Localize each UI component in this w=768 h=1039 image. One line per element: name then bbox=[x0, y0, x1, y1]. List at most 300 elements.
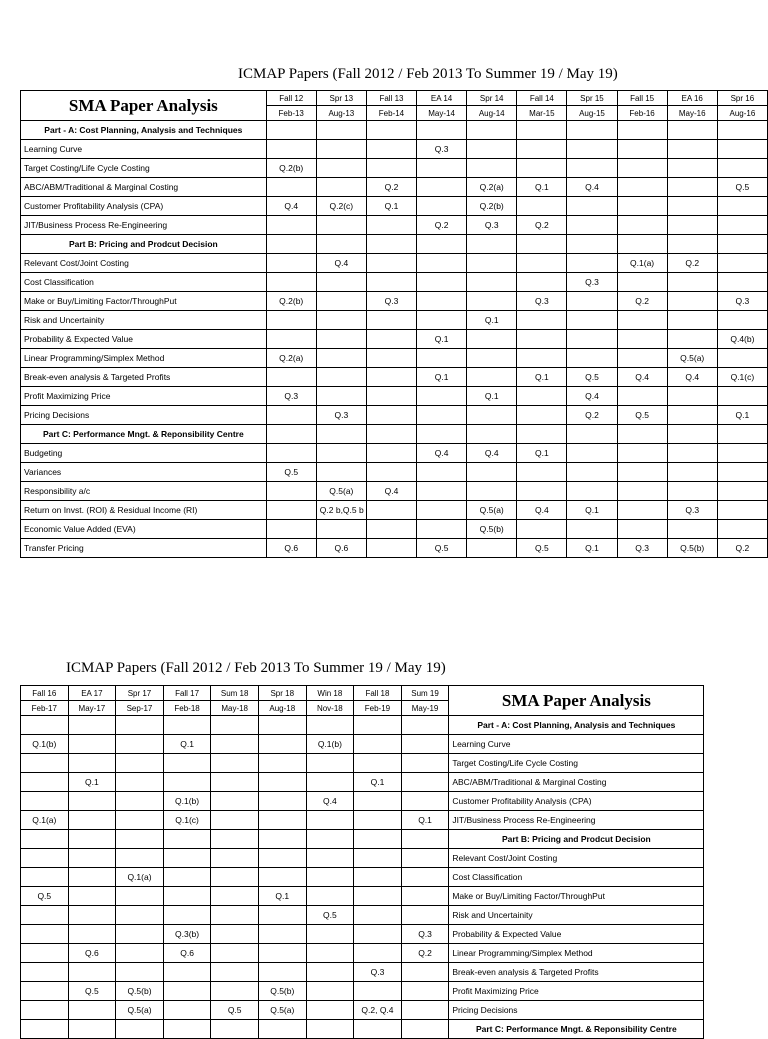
question-cell bbox=[401, 906, 449, 925]
question-cell bbox=[617, 121, 667, 140]
question-cell bbox=[68, 1001, 116, 1020]
question-cell: Q.3 bbox=[517, 292, 567, 311]
question-cell bbox=[517, 121, 567, 140]
topic-label: Make or Buy/Limiting Factor/ThroughPut bbox=[449, 887, 704, 906]
question-cell: Q.4 bbox=[316, 254, 366, 273]
question-cell bbox=[517, 482, 567, 501]
question-cell bbox=[68, 716, 116, 735]
question-cell bbox=[316, 292, 366, 311]
topic-label: Probability & Expected Value bbox=[21, 330, 267, 349]
question-cell: Q.1(b) bbox=[306, 735, 354, 754]
question-cell bbox=[717, 197, 767, 216]
question-cell bbox=[617, 330, 667, 349]
question-cell: Q.5(a) bbox=[316, 482, 366, 501]
question-cell bbox=[417, 273, 467, 292]
question-cell bbox=[116, 754, 164, 773]
question-cell bbox=[467, 292, 517, 311]
question-cell bbox=[467, 463, 517, 482]
question-cell: Q.1 bbox=[68, 773, 116, 792]
question-cell bbox=[401, 792, 449, 811]
question-cell bbox=[517, 254, 567, 273]
question-cell bbox=[258, 906, 306, 925]
question-cell bbox=[116, 887, 164, 906]
topic-label: Relevant Cost/Joint Costing bbox=[449, 849, 704, 868]
question-cell bbox=[163, 773, 211, 792]
question-cell bbox=[567, 140, 617, 159]
table-row bbox=[21, 849, 704, 868]
question-cell bbox=[306, 944, 354, 963]
question-cell bbox=[163, 1020, 211, 1039]
term-date: Aug-13 bbox=[316, 106, 366, 121]
question-cell bbox=[211, 830, 259, 849]
question-cell bbox=[354, 944, 402, 963]
question-cell bbox=[617, 387, 667, 406]
question-cell: Q.5 bbox=[417, 539, 467, 558]
question-cell bbox=[567, 482, 617, 501]
question-cell bbox=[68, 1020, 116, 1039]
question-cell bbox=[68, 963, 116, 982]
question-cell bbox=[417, 520, 467, 539]
term-date: Feb-18 bbox=[163, 701, 211, 716]
term-date: May-14 bbox=[417, 106, 467, 121]
question-cell bbox=[266, 140, 316, 159]
question-cell bbox=[401, 982, 449, 1001]
question-cell bbox=[116, 830, 164, 849]
question-cell bbox=[517, 235, 567, 254]
question-cell bbox=[617, 501, 667, 520]
question-cell bbox=[354, 906, 402, 925]
table-row bbox=[21, 944, 704, 963]
question-cell bbox=[567, 254, 617, 273]
question-cell bbox=[68, 792, 116, 811]
question-cell: Q.3 bbox=[667, 501, 717, 520]
question-cell bbox=[316, 330, 366, 349]
question-cell: Q.5(b) bbox=[258, 982, 306, 1001]
question-cell bbox=[316, 121, 366, 140]
question-cell: Q.2 bbox=[366, 178, 416, 197]
question-cell bbox=[417, 159, 467, 178]
question-cell: Q.3 bbox=[401, 925, 449, 944]
question-cell bbox=[517, 197, 567, 216]
question-cell bbox=[667, 216, 717, 235]
question-cell bbox=[417, 197, 467, 216]
question-cell bbox=[306, 868, 354, 887]
question-cell bbox=[306, 849, 354, 868]
question-cell bbox=[116, 906, 164, 925]
term-label: Fall 16 bbox=[21, 686, 69, 701]
question-cell bbox=[417, 121, 467, 140]
topic-label: Make or Buy/Limiting Factor/ThroughPut bbox=[21, 292, 267, 311]
table-row bbox=[21, 197, 768, 216]
question-cell: Q.1(b) bbox=[21, 735, 69, 754]
topic-label: Profit Maximizing Price bbox=[21, 387, 267, 406]
question-cell bbox=[417, 463, 467, 482]
question-cell bbox=[417, 292, 467, 311]
question-cell: Q.1 bbox=[417, 368, 467, 387]
table-row bbox=[21, 501, 768, 520]
question-cell bbox=[21, 1001, 69, 1020]
question-cell bbox=[717, 254, 767, 273]
question-cell bbox=[266, 121, 316, 140]
term-label: Fall 13 bbox=[366, 91, 416, 106]
question-cell bbox=[306, 1020, 354, 1039]
question-cell bbox=[517, 140, 567, 159]
question-cell bbox=[366, 273, 416, 292]
table-row bbox=[21, 140, 768, 159]
topic-label: Transfer Pricing bbox=[21, 539, 267, 558]
question-cell bbox=[467, 273, 517, 292]
topic-label: Economic Value Added (EVA) bbox=[21, 520, 267, 539]
question-cell: Q.5 bbox=[567, 368, 617, 387]
question-cell bbox=[567, 425, 617, 444]
question-cell: Q.1 bbox=[467, 311, 517, 330]
question-cell bbox=[567, 311, 617, 330]
table-row bbox=[21, 887, 704, 906]
question-cell bbox=[717, 235, 767, 254]
term-date: Feb-16 bbox=[617, 106, 667, 121]
question-cell bbox=[21, 716, 69, 735]
topic-label: ABC/ABM/Traditional & Marginal Costing bbox=[449, 773, 704, 792]
term-date: Mar-15 bbox=[517, 106, 567, 121]
question-cell bbox=[467, 235, 517, 254]
question-cell bbox=[21, 849, 69, 868]
question-cell bbox=[306, 982, 354, 1001]
question-cell bbox=[354, 735, 402, 754]
question-cell bbox=[567, 197, 617, 216]
question-cell bbox=[366, 444, 416, 463]
question-cell: Q.4 bbox=[366, 482, 416, 501]
question-cell bbox=[211, 792, 259, 811]
question-cell bbox=[617, 444, 667, 463]
question-cell bbox=[116, 944, 164, 963]
table-row bbox=[21, 868, 704, 887]
question-cell bbox=[717, 520, 767, 539]
question-cell bbox=[116, 811, 164, 830]
question-cell: Q.5 bbox=[617, 406, 667, 425]
table-row bbox=[21, 254, 768, 273]
question-cell bbox=[116, 735, 164, 754]
topic-label: JIT/Business Process Re-Engineering bbox=[449, 811, 704, 830]
question-cell: Q.1 bbox=[517, 368, 567, 387]
question-cell bbox=[667, 406, 717, 425]
question-cell bbox=[567, 292, 617, 311]
table-row bbox=[21, 349, 768, 368]
table-row bbox=[21, 1001, 704, 1020]
question-cell: Q.2 bbox=[667, 254, 717, 273]
question-cell bbox=[417, 406, 467, 425]
question-cell bbox=[163, 906, 211, 925]
table-row bbox=[21, 982, 704, 1001]
question-cell bbox=[366, 330, 416, 349]
question-cell bbox=[366, 235, 416, 254]
topic-label: Variances bbox=[21, 463, 267, 482]
section-row bbox=[21, 425, 768, 444]
question-cell: Q.5(a) bbox=[258, 1001, 306, 1020]
question-cell bbox=[401, 963, 449, 982]
question-cell bbox=[617, 140, 667, 159]
question-cell bbox=[68, 830, 116, 849]
question-cell bbox=[21, 982, 69, 1001]
question-cell: Q.5 bbox=[306, 906, 354, 925]
question-cell bbox=[401, 773, 449, 792]
section-row bbox=[21, 830, 704, 849]
term-date: Feb-13 bbox=[266, 106, 316, 121]
topic-label: Linear Programming/Simplex Method bbox=[449, 944, 704, 963]
question-cell: Q.1(a) bbox=[21, 811, 69, 830]
term-date: Feb-17 bbox=[21, 701, 69, 716]
topic-label: Return on Invst. (ROI) & Residual Income (RI) bbox=[21, 501, 267, 520]
question-cell bbox=[266, 444, 316, 463]
topic-label: Target Costing/Life Cycle Costing bbox=[21, 159, 267, 178]
question-cell bbox=[354, 849, 402, 868]
table-row bbox=[21, 520, 768, 539]
question-cell bbox=[366, 539, 416, 558]
question-cell bbox=[266, 501, 316, 520]
question-cell: Q.4 bbox=[266, 197, 316, 216]
question-cell bbox=[366, 159, 416, 178]
term-date: Aug-15 bbox=[567, 106, 617, 121]
term-label: Fall 15 bbox=[617, 91, 667, 106]
question-cell bbox=[667, 159, 717, 178]
question-cell bbox=[366, 387, 416, 406]
question-cell bbox=[717, 311, 767, 330]
section-label: Part C: Performance Mngt. & Reponsibility Centre bbox=[449, 1020, 704, 1039]
topic-label: Budgeting bbox=[21, 444, 267, 463]
table-row bbox=[21, 539, 768, 558]
question-cell bbox=[266, 330, 316, 349]
question-cell bbox=[417, 254, 467, 273]
question-cell bbox=[316, 463, 366, 482]
question-cell bbox=[467, 121, 517, 140]
question-cell: Q.1(b) bbox=[163, 792, 211, 811]
question-cell bbox=[366, 349, 416, 368]
question-cell bbox=[366, 254, 416, 273]
question-cell bbox=[306, 811, 354, 830]
question-cell: Q.2 bbox=[401, 944, 449, 963]
question-cell bbox=[467, 482, 517, 501]
question-cell: Q.5 bbox=[68, 982, 116, 1001]
question-cell: Q.4 bbox=[417, 444, 467, 463]
term-label: Spr 15 bbox=[567, 91, 617, 106]
question-cell: Q.5 bbox=[266, 463, 316, 482]
question-cell bbox=[258, 735, 306, 754]
question-cell bbox=[567, 520, 617, 539]
question-cell bbox=[467, 254, 517, 273]
table2-heading: SMA Paper Analysis bbox=[449, 686, 704, 716]
question-cell bbox=[68, 811, 116, 830]
topic-label: Target Costing/Life Cycle Costing bbox=[449, 754, 704, 773]
question-cell: Q.2 bbox=[417, 216, 467, 235]
question-cell bbox=[417, 387, 467, 406]
question-cell: Q.3 bbox=[417, 140, 467, 159]
question-cell bbox=[266, 254, 316, 273]
question-cell bbox=[211, 944, 259, 963]
question-cell: Q.3 bbox=[266, 387, 316, 406]
question-cell bbox=[316, 368, 366, 387]
question-cell: Q.5(a) bbox=[467, 501, 517, 520]
question-cell: Q.5(a) bbox=[116, 1001, 164, 1020]
topic-label: Customer Profitability Analysis (CPA) bbox=[449, 792, 704, 811]
question-cell: Q.3(b) bbox=[163, 925, 211, 944]
question-cell bbox=[211, 773, 259, 792]
term-date: Feb-19 bbox=[354, 701, 402, 716]
question-cell bbox=[258, 830, 306, 849]
question-cell: Q.1 bbox=[354, 773, 402, 792]
question-cell: Q.1 bbox=[567, 539, 617, 558]
question-cell bbox=[163, 868, 211, 887]
question-cell: Q.1 bbox=[366, 197, 416, 216]
question-cell: Q.2 bbox=[717, 539, 767, 558]
question-cell bbox=[567, 444, 617, 463]
question-cell bbox=[211, 735, 259, 754]
question-cell: Q.2(b) bbox=[266, 159, 316, 178]
question-cell bbox=[717, 349, 767, 368]
question-cell bbox=[306, 754, 354, 773]
question-cell bbox=[211, 811, 259, 830]
question-cell bbox=[717, 387, 767, 406]
question-cell bbox=[517, 387, 567, 406]
question-cell bbox=[258, 868, 306, 887]
question-cell bbox=[366, 520, 416, 539]
question-cell bbox=[316, 349, 366, 368]
question-cell bbox=[21, 773, 69, 792]
question-cell: Q.1 bbox=[717, 406, 767, 425]
question-cell bbox=[266, 235, 316, 254]
question-cell: Q.4 bbox=[567, 178, 617, 197]
question-cell bbox=[306, 1001, 354, 1020]
term-date: May-18 bbox=[211, 701, 259, 716]
question-cell bbox=[211, 887, 259, 906]
question-cell bbox=[266, 425, 316, 444]
question-cell bbox=[21, 925, 69, 944]
question-cell: Q.1 bbox=[517, 444, 567, 463]
question-cell bbox=[306, 925, 354, 944]
question-cell bbox=[316, 444, 366, 463]
question-cell bbox=[316, 235, 366, 254]
question-cell bbox=[258, 1020, 306, 1039]
question-cell bbox=[366, 501, 416, 520]
question-cell bbox=[467, 368, 517, 387]
term-date: Aug-18 bbox=[258, 701, 306, 716]
question-cell bbox=[266, 178, 316, 197]
question-cell: Q.2 bbox=[617, 292, 667, 311]
topic-label: ABC/ABM/Traditional & Marginal Costing bbox=[21, 178, 267, 197]
question-cell bbox=[68, 887, 116, 906]
question-cell bbox=[717, 482, 767, 501]
question-cell bbox=[667, 311, 717, 330]
question-cell bbox=[163, 887, 211, 906]
topic-label: Learning Curve bbox=[449, 735, 704, 754]
question-cell: Q.4 bbox=[617, 368, 667, 387]
question-cell bbox=[667, 292, 717, 311]
question-cell bbox=[266, 406, 316, 425]
question-cell bbox=[316, 159, 366, 178]
question-cell bbox=[306, 887, 354, 906]
question-cell bbox=[401, 1001, 449, 1020]
question-cell: Q.4 bbox=[517, 501, 567, 520]
term-label: Win 18 bbox=[306, 686, 354, 701]
term-label: Fall 14 bbox=[517, 91, 567, 106]
question-cell bbox=[667, 463, 717, 482]
question-cell bbox=[116, 716, 164, 735]
question-cell bbox=[401, 754, 449, 773]
question-cell bbox=[366, 121, 416, 140]
question-cell bbox=[21, 944, 69, 963]
question-cell bbox=[717, 444, 767, 463]
question-cell bbox=[366, 463, 416, 482]
question-cell bbox=[116, 792, 164, 811]
question-cell: Q.2 bbox=[517, 216, 567, 235]
question-cell bbox=[417, 349, 467, 368]
question-cell bbox=[258, 944, 306, 963]
topic-label: Cost Classification bbox=[449, 868, 704, 887]
question-cell bbox=[316, 273, 366, 292]
question-cell bbox=[617, 216, 667, 235]
question-cell bbox=[211, 982, 259, 1001]
question-cell bbox=[306, 830, 354, 849]
question-cell: Q.5 bbox=[21, 887, 69, 906]
question-cell: Q.1(a) bbox=[116, 868, 164, 887]
term-date: May-17 bbox=[68, 701, 116, 716]
question-cell: Q.2, Q.4 bbox=[354, 1001, 402, 1020]
question-cell bbox=[21, 906, 69, 925]
question-cell bbox=[567, 159, 617, 178]
question-cell bbox=[517, 159, 567, 178]
table-row bbox=[21, 368, 768, 387]
topic-label: Risk and Uncertainity bbox=[449, 906, 704, 925]
table-row bbox=[21, 216, 768, 235]
question-cell bbox=[211, 754, 259, 773]
table-row bbox=[21, 178, 768, 197]
question-cell bbox=[467, 425, 517, 444]
question-cell bbox=[306, 716, 354, 735]
question-cell: Q.4 bbox=[567, 387, 617, 406]
topic-label: Cost Classification bbox=[21, 273, 267, 292]
term-label: Spr 18 bbox=[258, 686, 306, 701]
question-cell bbox=[21, 754, 69, 773]
question-cell: Q.5 bbox=[211, 1001, 259, 1020]
table-row bbox=[21, 273, 768, 292]
question-cell bbox=[211, 963, 259, 982]
question-cell: Q.1 bbox=[401, 811, 449, 830]
question-cell bbox=[467, 349, 517, 368]
question-cell bbox=[366, 140, 416, 159]
question-cell bbox=[163, 849, 211, 868]
question-cell bbox=[266, 216, 316, 235]
question-cell bbox=[417, 311, 467, 330]
topic-label: Profit Maximizing Price bbox=[449, 982, 704, 1001]
question-cell bbox=[667, 235, 717, 254]
topic-label: Probability & Expected Value bbox=[449, 925, 704, 944]
question-cell bbox=[211, 716, 259, 735]
question-cell bbox=[567, 463, 617, 482]
section-row bbox=[21, 121, 768, 140]
question-cell bbox=[717, 216, 767, 235]
term-date: Sep-17 bbox=[116, 701, 164, 716]
question-cell bbox=[617, 520, 667, 539]
question-cell bbox=[617, 273, 667, 292]
question-cell: Q.4 bbox=[667, 368, 717, 387]
table-row bbox=[21, 482, 768, 501]
question-cell bbox=[354, 716, 402, 735]
question-cell bbox=[316, 311, 366, 330]
term-label: Spr 13 bbox=[316, 91, 366, 106]
question-cell bbox=[401, 1020, 449, 1039]
question-cell bbox=[163, 716, 211, 735]
table2 bbox=[20, 685, 704, 1039]
question-cell bbox=[617, 178, 667, 197]
topic-label: Linear Programming/Simplex Method bbox=[21, 349, 267, 368]
